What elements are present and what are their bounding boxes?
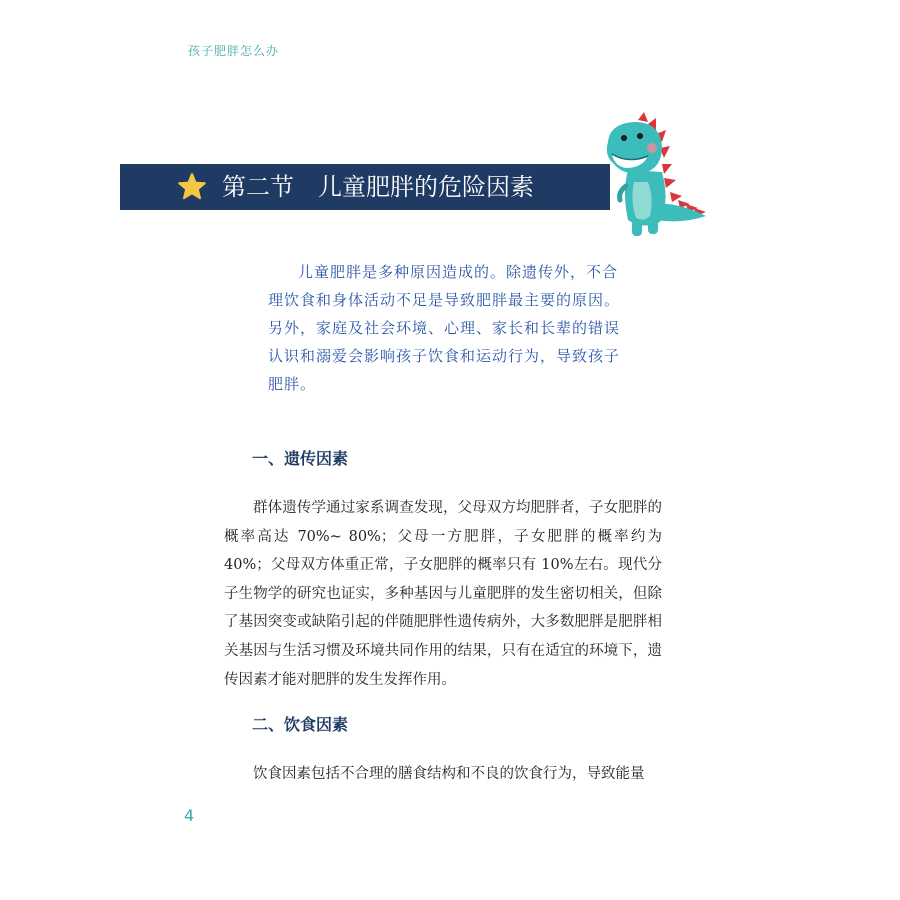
running-head: 孩子肥胖怎么办: [188, 44, 280, 58]
section-intro: 儿童肥胖是多种原因造成的。除遗传外，不合理饮食和身体活动不足是导致肥胖最主要的原因。另外，家庭及社会环境、心理、家长和长辈的错误认识和溺爱会影响孩子饮食和运动行为，导致孩子肥胖。: [268, 263, 621, 393]
section-title: 第二节 儿童肥胖的危险因素: [222, 173, 534, 201]
subsection-heading-genetic: 一、遗传因素: [252, 449, 349, 468]
dinosaur-icon: [598, 112, 710, 244]
section-banner: [120, 164, 610, 210]
subsection-text-genetic: 群体遗传学通过家系调查发现，父母双方均肥胖者，子女肥胖的概率高达 70%~ 80%；父母一方肥胖，子女肥胖的概率约为 40%；父母双方体重正常，子女肥胖的概率只有 10%左右。现代分子生物学的研究也证实，多种基因与儿童肥胖的发生密切相关，但除了基因突变或缺陷引起的伴随肥胖性遗传病外，大多数肥胖是肥胖相关基因与生活习惯及环境共同作用的结果，只有在适宜的环境下，遗传因素才能对肥胖的发生发挥作用。: [224, 500, 662, 688]
star-icon: [177, 172, 207, 202]
subsection-text-diet: 饮食因素包括不合理的膳食结构和不良的饮食行为，导致能量: [253, 766, 645, 782]
subsection-heading-diet: 二、饮食因素: [252, 715, 349, 734]
page-number: 4: [184, 806, 195, 825]
